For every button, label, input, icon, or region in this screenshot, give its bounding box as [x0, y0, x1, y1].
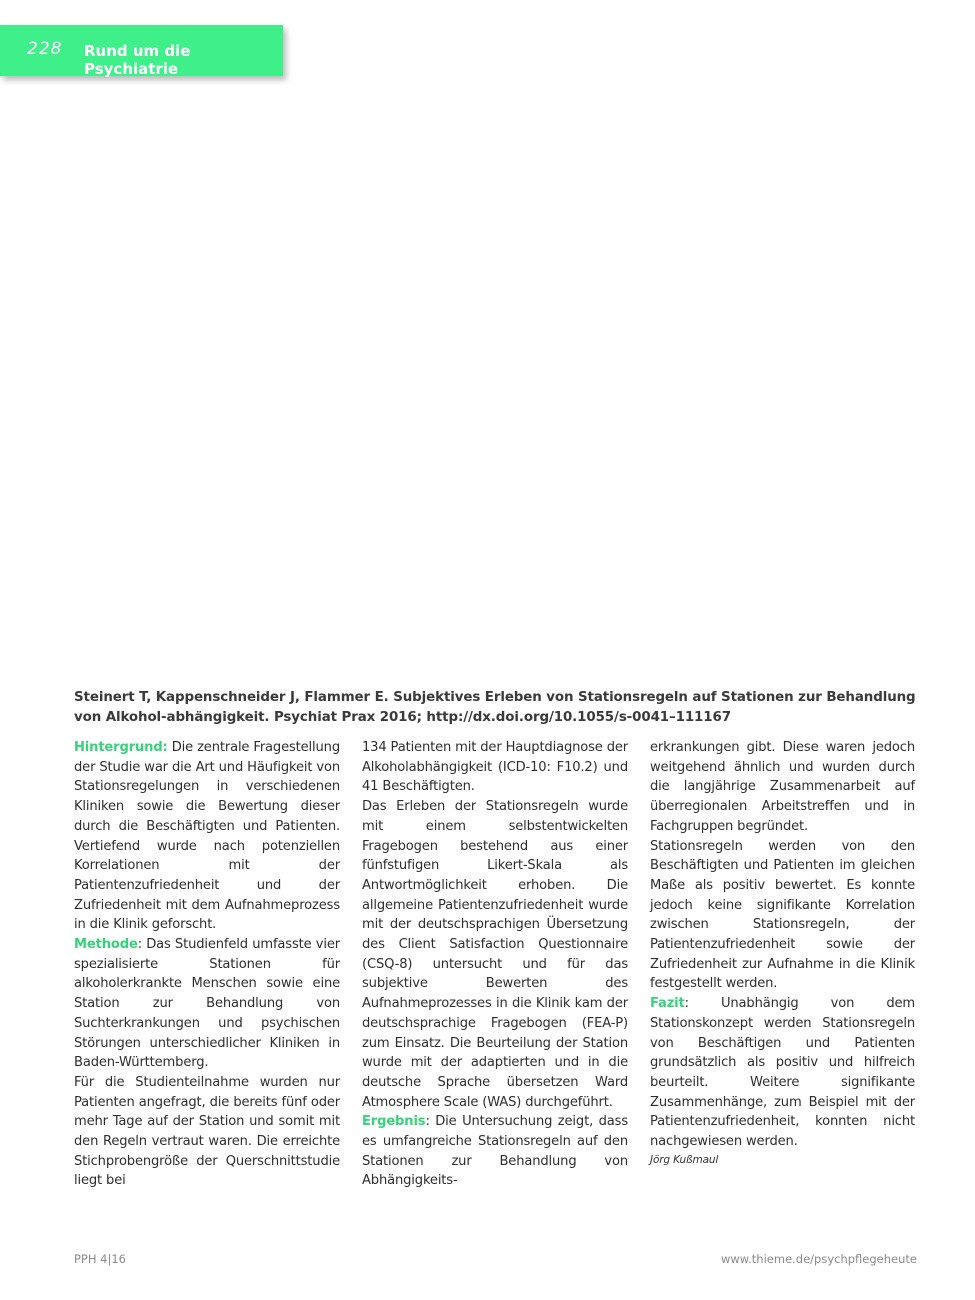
- text-methode: : Das Studienfeld umfasste vier spezialisierte Stationen für alkoholerkrankte Menschen sowie eine Station zur Behandlung von Suchterkrankungen und psychischen Störungen unterschiedlicher Kliniken in Baden-Württemberg.: [74, 937, 340, 1071]
- paragraph-hintergrund: [74, 738, 340, 935]
- paragraph-methode: [74, 935, 340, 1073]
- text-fazit: : Unabhängig von dem Stationskonzept werden Stationsregeln von Beschäftigen und Patienten grundsätzlich als positiv und hilfreich beurteilt. Weitere signifikante Zusammenhänge, zum Beispiel mit der Patientenzufriedenheit, konnten nicht nachgewiesen werden.: [650, 996, 915, 1150]
- text-column-2: [362, 738, 628, 1191]
- paragraph-erhebung: Das Erleben der Stationsregeln wurde mit einem selbstentwickelten Fragebogen bestehend aus einer fünfstufigen Likert-Skala als Antwortmöglichkeit erhoben. Die allgemeine Patientenzufriedenheit wurde mit der deutschsprachigen Übersetzung des Client Satisfaction Questionnaire (CSQ-8) untersucht und für das subjektive Bewerten des Aufnahmeprozesses in die Klinik kam der deutschsprachige Fragebogen (FEA-P) zum Einsatz. Die Beurteilung der Station wurde mit der adaptierten und in die deutsche Sprache übersetzen Ward Atmosphere Scale (WAS) durchgeführt.: [362, 799, 628, 1110]
- text-ergebnis: : Die Untersuchung zeigt, dass es umfangreiche Stationsregeln auf den Stationen zur Behandlung von Abhängigkeits-: [362, 1114, 628, 1189]
- section-title: Rund um die Psychiatrie: [84, 42, 191, 78]
- paragraph-fazit: [650, 994, 915, 1152]
- page-number: 228: [27, 39, 63, 59]
- footer-issue: PPH 4|16: [74, 1252, 126, 1266]
- article-citation: Steinert T, Kappenschneider J, Flammer E. Subjektives Erleben von Stationsregeln auf Stationen zur Behandlung von Alkohol-abhängigkeit. Psychiat Prax 2016; http://dx.doi.org/10.1055/s-0041–111167: [74, 690, 916, 725]
- paragraph-ergebnis: [362, 1112, 628, 1191]
- label-hintergrund: Hintergrund:: [74, 740, 168, 755]
- label-methode: Methode: [74, 937, 138, 953]
- paragraph-stichprobe: 134 Patienten mit der Hauptdiagnose der Alkoholabhängigkeit (ICD-10: F10.2) und 41 Beschäftigten.: [362, 740, 629, 795]
- text-column-1: [74, 738, 340, 1191]
- paragraph-teilnahme: Für die Studienteilnahme wurden nur Patienten angefragt, die bereits fünf oder mehr Tage auf der Station und somit mit den Regeln vertraut waren. Die erreichte Stichprobengröße der Querschnittstudie liegt bei: [74, 1074, 340, 1189]
- text-column-3: [650, 738, 915, 1168]
- author-name: Jörg Kußmaul: [650, 1153, 719, 1166]
- section-header-tab: [0, 25, 283, 76]
- text-hintergrund: Die zentrale Fragestellung der Studie war die Art und Häufigkeit von Stationsregelungen in verschiedenen Kliniken sowie die Bewertung dieser durch die Beschäftigten und Patienten. Vertiefend wurde nach potenziellen Korrelationen mit der Patientenzufriedenheit und der Zufriedenheit mit dem Aufnahmeprozess in die Klinik geforscht.: [74, 740, 340, 933]
- label-fazit: Fazit: [650, 996, 685, 1012]
- paragraph-bewertung: Stationsregeln werden von den Beschäftigten und Patienten im gleichen Maße als positiv bewertet. Es konnte jedoch keine signifikante Korrelation zwischen Stationsregeln, der Patientenzufriedenheit sowie der Zufriedenheit zur Aufnahme in die Klinik festgestellt werden.: [650, 838, 915, 992]
- footer-url[interactable]: www.thieme.de/psychpflegeheute: [720, 1252, 917, 1266]
- paragraph-ergebnis-cont: erkrankungen gibt. Diese waren jedoch weitgehend ähnlich und wurden durch die langjährige Zusammenarbeit auf überregionalen Arbeitstreffen und in Fachgruppen begründet.: [650, 740, 915, 834]
- label-ergebnis: Ergebnis: [362, 1114, 426, 1130]
